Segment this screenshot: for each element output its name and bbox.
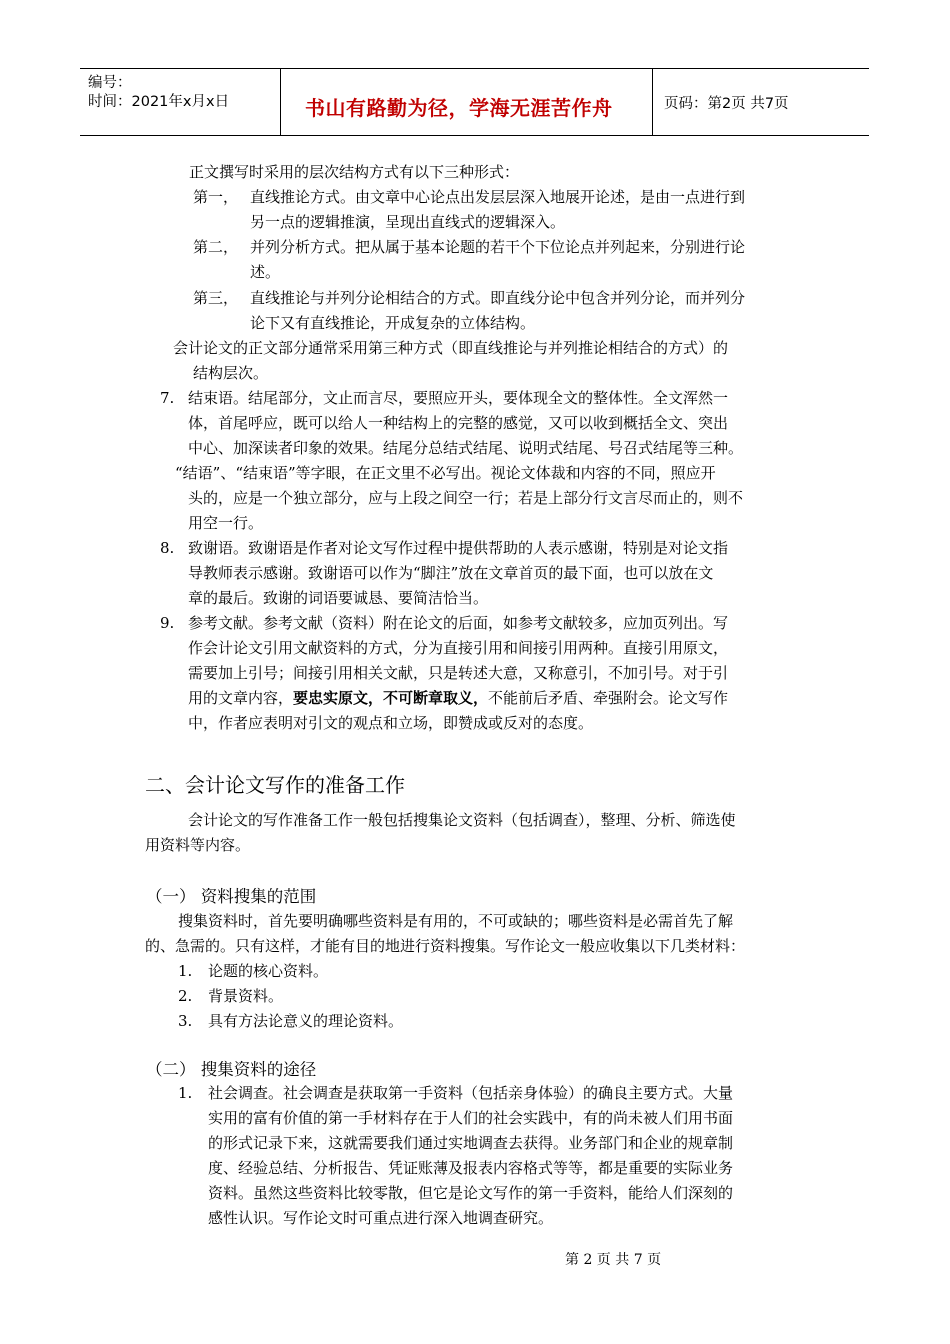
paragraph-line: 的、急需的。只有这样，才能有目的地进行资料搜集。写作论文一般应收集以下几类材料： bbox=[145, 937, 746, 955]
paragraph-line: 作会计论文引用文献资料的方式，分为直接引用和间接引用两种。直接引用原文， bbox=[188, 639, 729, 657]
page-footer: 第 2 页 共 7 页 bbox=[565, 1252, 662, 1268]
paragraph-line: 感性认识。写作论文时可重点进行深入地调查研究。 bbox=[208, 1209, 554, 1227]
header-date-label: 时间：2021年x月x日 bbox=[88, 94, 230, 110]
paragraph-line: 会计论文的写作准备工作一般包括搜集论文资料（包括调查），整理、分析、筛选使 bbox=[188, 811, 736, 829]
paragraph-line bbox=[188, 686, 728, 711]
paragraph-line: 导教师表示感谢。致谢语可以作为“脚注”放在文章首页的最下面，也可以放在文 bbox=[188, 564, 714, 582]
list-number: 1. bbox=[178, 962, 193, 980]
list-marker: 第二， bbox=[193, 238, 239, 256]
paragraph-line: 参考文献。参考文献（资料）附在论文的后面，如参考文献较多，应加页列出。写 bbox=[188, 614, 729, 632]
list-marker: 第一， bbox=[193, 188, 239, 206]
list-item: 背景资料。 bbox=[208, 987, 284, 1005]
list-number: 3. bbox=[178, 1012, 193, 1030]
paragraph-line: 结构层次。 bbox=[193, 364, 269, 382]
paragraph-line: 中心、加深读者印象的效果。结尾分总结式结尾、说明式结尾、号召式结尾等三种。 bbox=[188, 439, 744, 457]
paragraph-line: 会计论文的正文部分通常采用第三种方式（即直线推论与并列推论相结合的方式）的 bbox=[173, 339, 729, 357]
paragraph-line: 需要加上引号；间接引用相关文献，只是转述大意，又称意引，不加引号。对于引 bbox=[188, 664, 729, 682]
header-divider-left bbox=[280, 68, 281, 135]
paragraph-line: 社会调查。社会调查是获取第一手资料（包括亲身体验）的确良主要方式。大量 bbox=[208, 1084, 734, 1102]
list-marker: 第三， bbox=[193, 289, 239, 307]
paragraph-line: 用资料等内容。 bbox=[145, 836, 251, 854]
paragraph-line: 正文撰写时采用的层次结构方式有以下三种形式： bbox=[189, 163, 520, 181]
paragraph-line: 的形式记录下来，这就需要我们通过实地调查去获得。业务部门和企业的规章制 bbox=[208, 1134, 734, 1152]
paragraph-line: 中，作者应表明对引文的观点和立场，即赞成或反对的态度。 bbox=[188, 714, 594, 732]
list-number: 9. bbox=[160, 614, 175, 632]
list-number: 1. bbox=[178, 1084, 193, 1102]
paragraph-line: 用空一行。 bbox=[188, 514, 264, 532]
paragraph-line: 论下又有直线推论，开成复杂的立体结构。 bbox=[250, 314, 536, 332]
header-divider-right bbox=[652, 68, 653, 135]
paragraph-line: 并列分析方式。把从属于基本论题的若干个下位论点并列起来，分别进行论 bbox=[250, 238, 746, 256]
section-heading: 二、会计论文写作的准备工作 bbox=[145, 773, 405, 797]
paragraph-line: 另一点的逻辑推演，呈现出直线式的逻辑深入。 bbox=[250, 213, 566, 231]
paragraph-line: 述。 bbox=[250, 263, 281, 281]
paragraph-line: 度、经验总结、分析报告、凭证账薄及报表内容格式等等，都是重要的实际业务 bbox=[208, 1159, 734, 1177]
paragraph-line: 结束语。结尾部分，文止而言尽，要照应开头，要体现全文的整体性。全文浑然一 bbox=[188, 389, 729, 407]
emphasis-text: 要忠实原文，不可断章取义， bbox=[293, 689, 489, 707]
header-number-label: 编号： bbox=[88, 75, 132, 91]
paragraph-line: 直线推论方式。由文章中心论点出发层层深入地展开论述，是由一点进行到 bbox=[250, 188, 746, 206]
paragraph-line: “结语”、“结束语”等字眼，在正文里不必写出。视论文体裁和内容的不同，照应开 bbox=[175, 464, 716, 482]
list-number: 8. bbox=[160, 539, 175, 557]
text-run: 不能前后矛盾、牵强附会。论文写作 bbox=[488, 689, 729, 707]
text-run: 用的文章内容， bbox=[188, 689, 294, 707]
subsection-heading: （二） 搜集资料的途径 bbox=[146, 1060, 317, 1079]
header-page-label: 页码：第2页 共7页 bbox=[664, 96, 789, 112]
paragraph-line: 搜集资料时，首先要明确哪些资料是有用的，不可或缺的；哪些资料是必需首先了解 bbox=[178, 912, 734, 930]
list-item: 具有方法论意义的理论资料。 bbox=[208, 1012, 404, 1030]
header-top-rule bbox=[80, 68, 869, 69]
list-number: 7. bbox=[160, 389, 175, 407]
subsection-heading: （一） 资料搜集的范围 bbox=[146, 887, 317, 906]
paragraph-line: 体，首尾呼应，既可以给人一种结构上的完整的感觉，又可以收到概括全文、突出 bbox=[188, 414, 729, 432]
list-number: 2. bbox=[178, 987, 193, 1005]
paragraph-line: 实用的富有价值的第一手材料存在于人们的社会实践中，有的尚未被人们用书面 bbox=[208, 1109, 734, 1127]
header-bottom-rule bbox=[80, 135, 869, 136]
list-item: 论题的核心资料。 bbox=[208, 962, 329, 980]
paragraph-line: 头的，应是一个独立部分，应与上段之间空一行；若是上部分行文言尽而止的，则不 bbox=[188, 489, 744, 507]
header-motto: 书山有路勤为径，学海无涯苦作舟 bbox=[305, 96, 613, 120]
paragraph-line: 章的最后。致谢的词语要诚恳、要简洁恰当。 bbox=[188, 589, 489, 607]
paragraph-line: 资料。虽然这些资料比较零散，但它是论文写作的第一手资料，能给人们深刻的 bbox=[208, 1184, 734, 1202]
paragraph-line: 致谢语。致谢语是作者对论文写作过程中提供帮助的人表示感谢，特别是对论文指 bbox=[188, 539, 729, 557]
paragraph-line: 直线推论与并列分论相结合的方式。即直线分论中包含并列分论，而并列分 bbox=[250, 289, 746, 307]
